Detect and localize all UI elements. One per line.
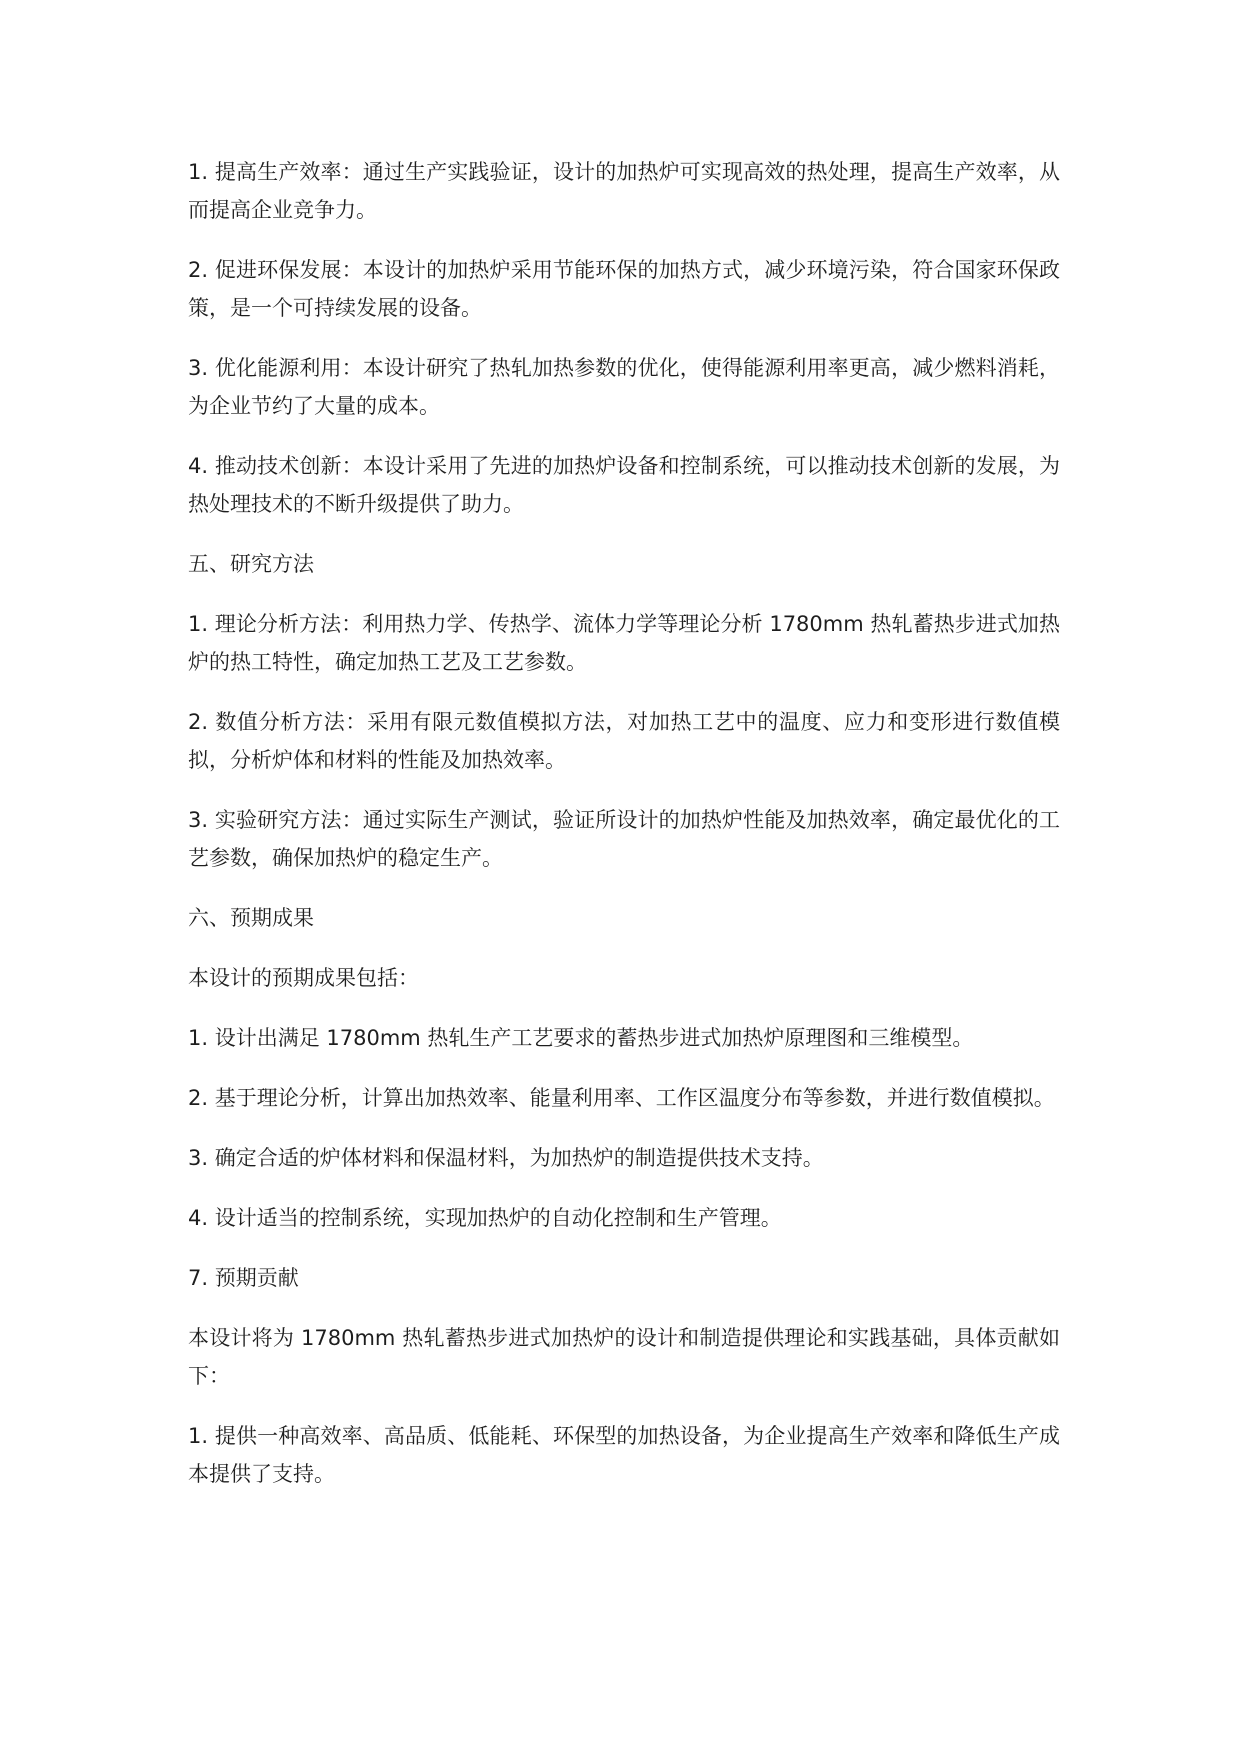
paragraph-result-analysis: 2. 基于理论分析，计算出加热效率、能量利用率、工作区温度分布等参数，并进行数值模拟。 <box>188 1086 1055 1110</box>
section-heading-research-methods: 五、研究方法 <box>188 552 314 576</box>
paragraph-benefit-efficiency: 1. 提高生产效率：通过生产实践验证，设计的加热炉可实现高效的热处理，提高生产效率，从而提高企业竞争力。 <box>188 160 1060 222</box>
paragraph-method-theory: 1. 理论分析方法：利用热力学、传热学、流体力学等理论分析 1780mm 热轧蓄热步进式加热炉的热工特性，确定加热工艺及工艺参数。 <box>188 612 1060 674</box>
section-heading-expected-results: 六、预期成果 <box>188 906 314 930</box>
paragraph-result-design: 1. 设计出满足 1780mm 热轧生产工艺要求的蓄热步进式加热炉原理图和三维模型。 <box>188 1026 974 1050</box>
paragraph-results-intro: 本设计的预期成果包括： <box>188 966 419 990</box>
paragraph-benefit-environment: 2. 促进环保发展：本设计的加热炉采用节能环保的加热方式，减少环境污染，符合国家环保政策，是一个可持续发展的设备。 <box>188 258 1060 320</box>
paragraph-contribution-intro: 本设计将为 1780mm 热轧蓄热步进式加热炉的设计和制造提供理论和实践基础，具体贡献如下： <box>188 1326 1060 1388</box>
paragraph-benefit-energy: 3. 优化能源利用：本设计研究了热轧加热参数的优化，使得能源利用率更高，减少燃料消耗，为企业节约了大量的成本。 <box>188 356 1060 418</box>
section-heading-expected-contribution: 7. 预期贡献 <box>188 1266 299 1290</box>
paragraph-method-numerical: 2. 数值分析方法：采用有限元数值模拟方法，对加热工艺中的温度、应力和变形进行数值模拟，分析炉体和材料的性能及加热效率。 <box>188 710 1060 772</box>
paragraph-result-materials: 3. 确定合适的炉体材料和保温材料，为加热炉的制造提供技术支持。 <box>188 1146 824 1170</box>
paragraph-contribution-equipment: 1. 提供一种高效率、高品质、低能耗、环保型的加热设备，为企业提高生产效率和降低生产成本提供了支持。 <box>188 1424 1060 1486</box>
paragraph-method-experiment: 3. 实验研究方法：通过实际生产测试，验证所设计的加热炉性能及加热效率，确定最优化的工艺参数，确保加热炉的稳定生产。 <box>188 808 1060 870</box>
paragraph-benefit-innovation: 4. 推动技术创新：本设计采用了先进的加热炉设备和控制系统，可以推动技术创新的发展，为热处理技术的不断升级提供了助力。 <box>188 454 1060 516</box>
paragraph-result-control: 4. 设计适当的控制系统，实现加热炉的自动化控制和生产管理。 <box>188 1206 782 1230</box>
document-body <box>188 153 1060 1515</box>
